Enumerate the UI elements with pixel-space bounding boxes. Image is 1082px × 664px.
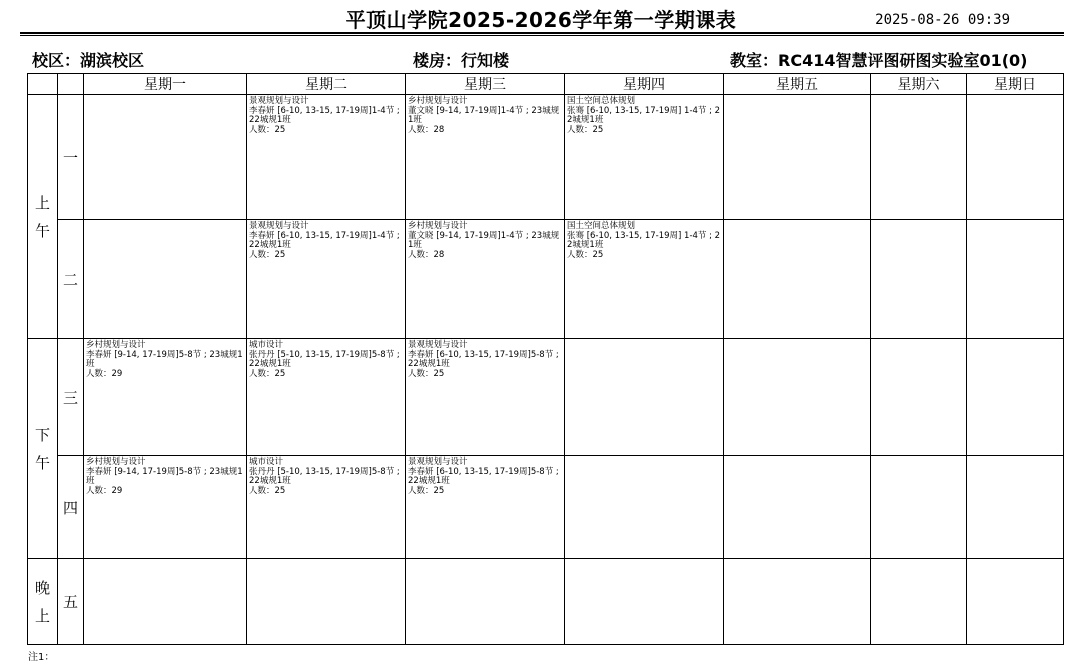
slot-row-3	[28, 339, 1064, 456]
corner-cell	[28, 74, 58, 95]
day-header-fri: 星期五	[724, 74, 871, 95]
course-name: 城市设计	[249, 340, 284, 350]
header-rule	[20, 32, 1064, 34]
course-cell-s3-tue	[247, 339, 406, 456]
course-name: 乡村规划与设计	[408, 221, 468, 231]
room-label: 教室：RC414智慧评图研图实验室01(0)	[730, 51, 1028, 70]
cell-s2-sat	[871, 220, 967, 339]
course-cell-s2-thu	[565, 220, 724, 339]
cell-s4-sat	[871, 456, 967, 559]
course-name: 国土空间总体规划	[567, 96, 636, 106]
cell-s3-sat	[871, 339, 967, 456]
slot-label-3: 三	[58, 339, 84, 456]
course-detail: 李春妍 [6-10, 13-15, 17-19周]1-4节 ; 22城规1班	[249, 105, 400, 126]
cell-s5-fri	[724, 559, 871, 645]
course-detail: 张骞 [6-10, 13-15, 17-19周] 1-4节 ; 22城规1班	[567, 105, 721, 126]
course-count: 人数：25	[408, 368, 445, 379]
day-header-thu: 星期四	[565, 74, 724, 95]
course-cell-s4-mon	[84, 456, 247, 559]
course-detail: 李春妍 [6-10, 13-15, 17-19周]5-8节 ; 22城规1班	[408, 349, 559, 370]
cell-s3-fri	[724, 339, 871, 456]
day-header-tue: 星期二	[247, 74, 406, 95]
course-name: 景观规划与设计	[408, 340, 468, 350]
course-cell-s4-tue	[247, 456, 406, 559]
course-count: 人数：25	[249, 485, 286, 496]
course-count: 人数：25	[249, 124, 286, 135]
cell-s5-sun	[967, 559, 1064, 645]
course-cell-s1-wed	[406, 95, 565, 220]
cell-s5-sat	[871, 559, 967, 645]
period-evening-label: 晚 上	[34, 578, 50, 625]
footnote: 注1：	[28, 652, 55, 663]
slot-label-2: 二	[58, 220, 84, 339]
slot-label-5: 五	[58, 559, 84, 645]
day-header-wed: 星期三	[406, 74, 565, 95]
course-cell-s3-mon	[84, 339, 247, 456]
slot-row-1	[28, 95, 1064, 220]
slot-row-2	[28, 220, 1064, 339]
course-name: 乡村规划与设计	[86, 457, 146, 467]
header-rule-thin	[20, 35, 1064, 36]
day-header-row	[28, 74, 1064, 95]
course-detail: 李春妍 [6-10, 13-15, 17-19周]1-4节 ; 22城规1班	[249, 230, 400, 251]
cell-s5-mon	[84, 559, 247, 645]
cell-s3-thu	[565, 339, 724, 456]
cell-s1-sun	[967, 95, 1064, 220]
day-header-sun: 星期日	[967, 74, 1064, 95]
building-label: 楼房：行知楼	[413, 51, 510, 70]
course-count: 人数：29	[86, 485, 123, 496]
period-evening	[28, 559, 58, 645]
course-cell-s2-wed	[406, 220, 565, 339]
page-title: 平顶山学院2025-2026学年第一学期课表	[345, 8, 737, 32]
cell-s2-sun	[967, 220, 1064, 339]
cell-s5-wed	[406, 559, 565, 645]
period-morning	[28, 95, 58, 339]
slot-label-4: 四	[58, 456, 84, 559]
cell-s1-fri	[724, 95, 871, 220]
corner-cell	[58, 74, 84, 95]
day-header-sat: 星期六	[871, 74, 967, 95]
course-name: 景观规划与设计	[249, 221, 309, 231]
slot-label-1: 一	[58, 95, 84, 220]
course-detail: 张骞 [6-10, 13-15, 17-19周] 1-4节 ; 22城规1班	[567, 230, 721, 251]
course-count: 人数：28	[408, 124, 445, 135]
course-cell-s1-thu	[565, 95, 724, 220]
cell-s1-mon	[84, 95, 247, 220]
course-name: 乡村规划与设计	[86, 340, 146, 350]
cell-s5-thu	[565, 559, 724, 645]
course-cell-s4-wed	[406, 456, 565, 559]
course-detail: 张丹丹 [5-10, 13-15, 17-19周]5-8节 ; 22城规1班	[249, 466, 400, 487]
period-morning-label: 上 午	[34, 193, 50, 240]
course-count: 人数：25	[567, 249, 604, 260]
course-name: 城市设计	[249, 457, 284, 467]
cell-s3-sun	[967, 339, 1064, 456]
course-name: 景观规划与设计	[408, 457, 468, 467]
course-detail: 董文晓 [9-14, 17-19周]1-4节 ; 23城规1班	[408, 105, 560, 126]
course-count: 人数：25	[249, 368, 286, 379]
cell-s2-fri	[724, 220, 871, 339]
course-name: 国土空间总体规划	[567, 221, 636, 231]
course-count: 人数：25	[408, 485, 445, 496]
course-detail: 张丹丹 [5-10, 13-15, 17-19周]5-8节 ; 22城规1班	[249, 349, 400, 370]
campus-label: 校区：湖滨校区	[32, 51, 145, 70]
print-timestamp: 2025-08-26 09:39	[875, 12, 1010, 28]
period-afternoon-label: 下 午	[34, 425, 50, 472]
cell-s2-mon	[84, 220, 247, 339]
course-detail: 李春妍 [9-14, 17-19周]5-8节 ; 23城规1班	[86, 349, 243, 370]
course-cell-s3-wed	[406, 339, 565, 456]
course-detail: 李春妍 [9-14, 17-19周]5-8节 ; 23城规1班	[86, 466, 243, 487]
cell-s5-tue	[247, 559, 406, 645]
day-header-mon: 星期一	[84, 74, 247, 95]
course-cell-s1-tue	[247, 95, 406, 220]
course-count: 人数：29	[86, 368, 123, 379]
course-cell-s2-tue	[247, 220, 406, 339]
period-afternoon	[28, 339, 58, 559]
cell-s4-thu	[565, 456, 724, 559]
course-name: 景观规划与设计	[249, 96, 309, 106]
course-count: 人数：25	[567, 124, 604, 135]
cell-s1-sat	[871, 95, 967, 220]
course-count: 人数：28	[408, 249, 445, 260]
course-name: 乡村规划与设计	[408, 96, 468, 106]
cell-s4-sun	[967, 456, 1064, 559]
slot-row-5	[28, 559, 1064, 645]
course-detail: 董文晓 [9-14, 17-19周]1-4节 ; 23城规1班	[408, 230, 560, 251]
timetable	[27, 73, 1064, 645]
slot-row-4	[28, 456, 1064, 559]
cell-s4-fri	[724, 456, 871, 559]
course-count: 人数：25	[249, 249, 286, 260]
course-detail: 李春妍 [6-10, 13-15, 17-19周]5-8节 ; 22城规1班	[408, 466, 559, 487]
